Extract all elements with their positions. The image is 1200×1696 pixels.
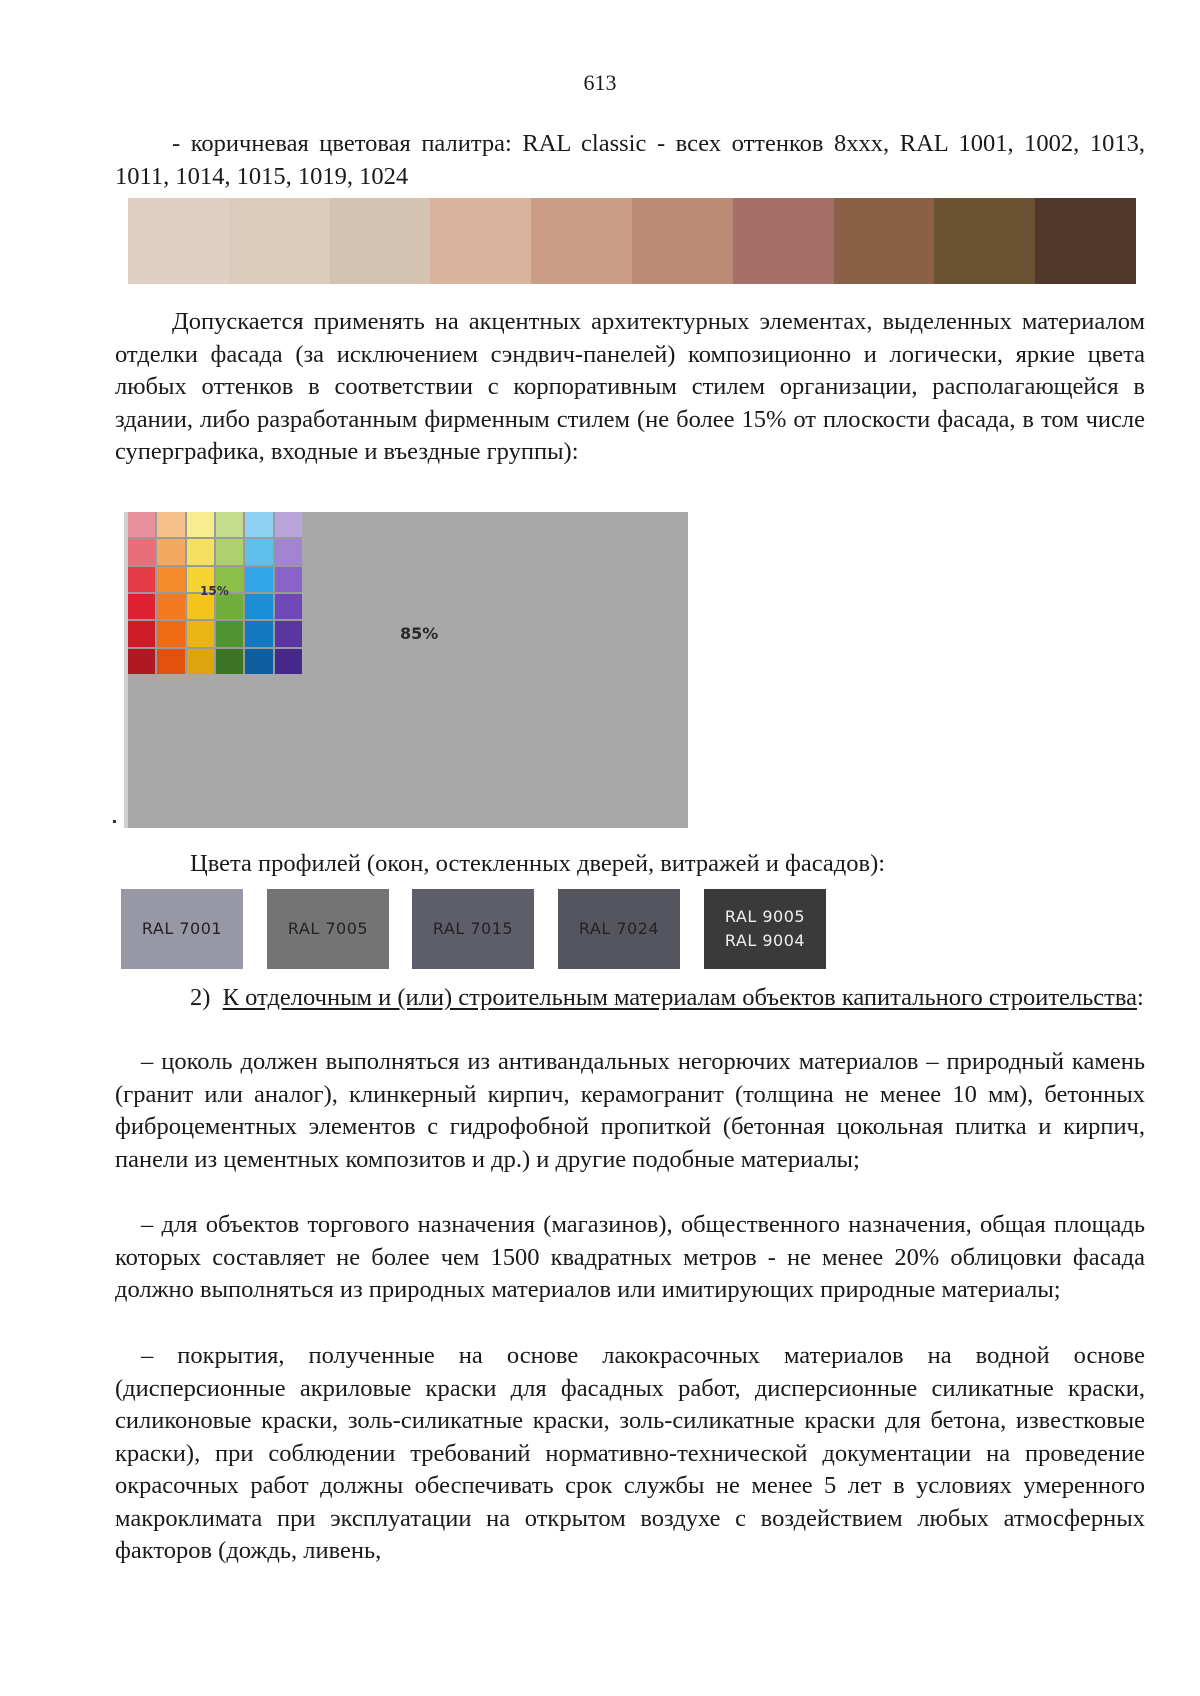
accent-colors-paragraph: Допускается применять на акцентных архитектурных элементах, выделенных материалом отделки фасада (за исключением сэндвич-панелей) композиционно и логически, яркие цвета любых оттенков в соответствии с корпоративным стилем организации, располагающейся в здании, либо разработанным фирменным стилем (не более 15% от плоскости фасада, в том числе суперграфика, входные и въездные группы):	[115, 308, 1145, 465]
accent-color-cell	[157, 567, 184, 592]
brown-swatch	[632, 198, 733, 284]
accent-color-cell	[128, 539, 155, 564]
brown-palette-strip	[128, 198, 1136, 284]
ral-swatch-row	[121, 889, 821, 969]
accent-color-cell	[187, 649, 214, 674]
accent-color-cell	[275, 512, 302, 537]
accent-color-cell	[187, 621, 214, 646]
brown-palette-text: - коричневая цветовая палитра: RAL classic - всех оттенков 8ххх, RAL 1001, 1002, 1013, 1011, 1014, 1015, 1019, 1024	[115, 130, 1145, 190]
section-2-title-suffix: :	[1137, 984, 1144, 1011]
ral-swatch	[267, 889, 389, 969]
accent-color-cell	[216, 539, 243, 564]
brown-swatch	[330, 198, 431, 284]
accent-color-cell	[245, 621, 272, 646]
page-number: 613	[583, 70, 617, 95]
section-2-number: 2)	[190, 984, 211, 1011]
ral-code-label: RAL 7001	[141, 919, 223, 938]
ral-code-label: RAL 7005	[287, 919, 369, 938]
accent-color-cell	[187, 539, 214, 564]
brown-swatch	[1035, 198, 1136, 284]
accent-color-cell	[157, 594, 184, 619]
brown-swatch	[733, 198, 834, 284]
bullet-item: – покрытия, полученные на основе лакокрасочных материалов на водной основе (дисперсионные акриловые краски для фасадных работ, дисперсионные силикатные краски, силиконовые краски, золь-силикатные краски, золь-силикатные краски для бетона, известковые краски), при соблюдении требований нормативно-технической документации на проведение окрасочных работ должны обеспечивать срок службы не менее 5 лет в условиях умеренного макроклимата при эксплуатации на открытом воздухе с воздействием любых атмосферных факторов (дождь, ливень,	[115, 1342, 1145, 1564]
section-2-heading	[115, 982, 1145, 1015]
accent-color-cell	[245, 567, 272, 592]
accent-color-cell	[128, 621, 155, 646]
accent-color-cell	[275, 567, 302, 592]
accent-color-cell	[275, 594, 302, 619]
brown-swatch	[934, 198, 1035, 284]
section-2-title: К отделочным и (или) строительным материалам объектов капитального строительства	[222, 984, 1137, 1011]
ral-code-label: RAL 9005	[724, 907, 806, 926]
facade-color-diagram	[128, 512, 688, 828]
accent-color-cell	[245, 512, 272, 537]
ral-swatch	[558, 889, 680, 969]
profiles-heading: Цвета профилей (окон, остекленных дверей, витражей и фасадов):	[190, 850, 886, 877]
brown-swatch	[128, 198, 229, 284]
accent-color-cell	[128, 649, 155, 674]
base-percent-label: 85%	[400, 624, 439, 643]
stray-dot	[113, 820, 116, 823]
accent-color-cell	[245, 649, 272, 674]
brown-swatch	[531, 198, 632, 284]
ral-swatch	[121, 889, 243, 969]
accent-color-cell	[216, 512, 243, 537]
accent-color-cell	[275, 621, 302, 646]
accent-color-cell	[157, 539, 184, 564]
accent-color-cell	[275, 649, 302, 674]
accent-color-cell	[245, 594, 272, 619]
accent-color-cell	[216, 621, 243, 646]
bullet-item: – для объектов торгового назначения (магазинов), общественного назначения, общая площадь которых составляет не более чем 1500 квадратных метров - не менее 20% облицовки фасада должно выполняться из природных материалов или имитирующих природные материалы;	[115, 1211, 1145, 1303]
accent-color-cell	[128, 594, 155, 619]
ral-swatch	[412, 889, 534, 969]
ral-code-label: RAL 9004	[724, 931, 806, 950]
accent-color-cell	[128, 567, 155, 592]
ral-code-label: RAL 7015	[432, 919, 514, 938]
accent-color-cell	[187, 512, 214, 537]
bullet-item: – цоколь должен выполняться из антивандальных негорючих материалов – природный камень (гранит или аналог), клинкерный кирпич, керамогранит (толщина не менее 10 мм), бетонных фиброцементных элементов с гидрофобной пропиткой (бетонная цокольная плитка и кирпич, панели из цементных композитов и др.) и другие подобные материалы;	[115, 1048, 1145, 1173]
accent-color-cell	[216, 649, 243, 674]
accent-color-cell	[128, 512, 155, 537]
accent-color-cell	[157, 512, 184, 537]
accent-color-cell	[275, 539, 302, 564]
brown-swatch	[229, 198, 330, 284]
accent-color-cell	[157, 621, 184, 646]
ral-swatch	[704, 889, 826, 969]
brown-swatch	[430, 198, 531, 284]
accent-color-cell	[245, 539, 272, 564]
accent-color-cell	[157, 649, 184, 674]
ral-code-label: RAL 7024	[578, 919, 660, 938]
brown-swatch	[834, 198, 935, 284]
accent-percent-label: 15%	[200, 584, 229, 598]
